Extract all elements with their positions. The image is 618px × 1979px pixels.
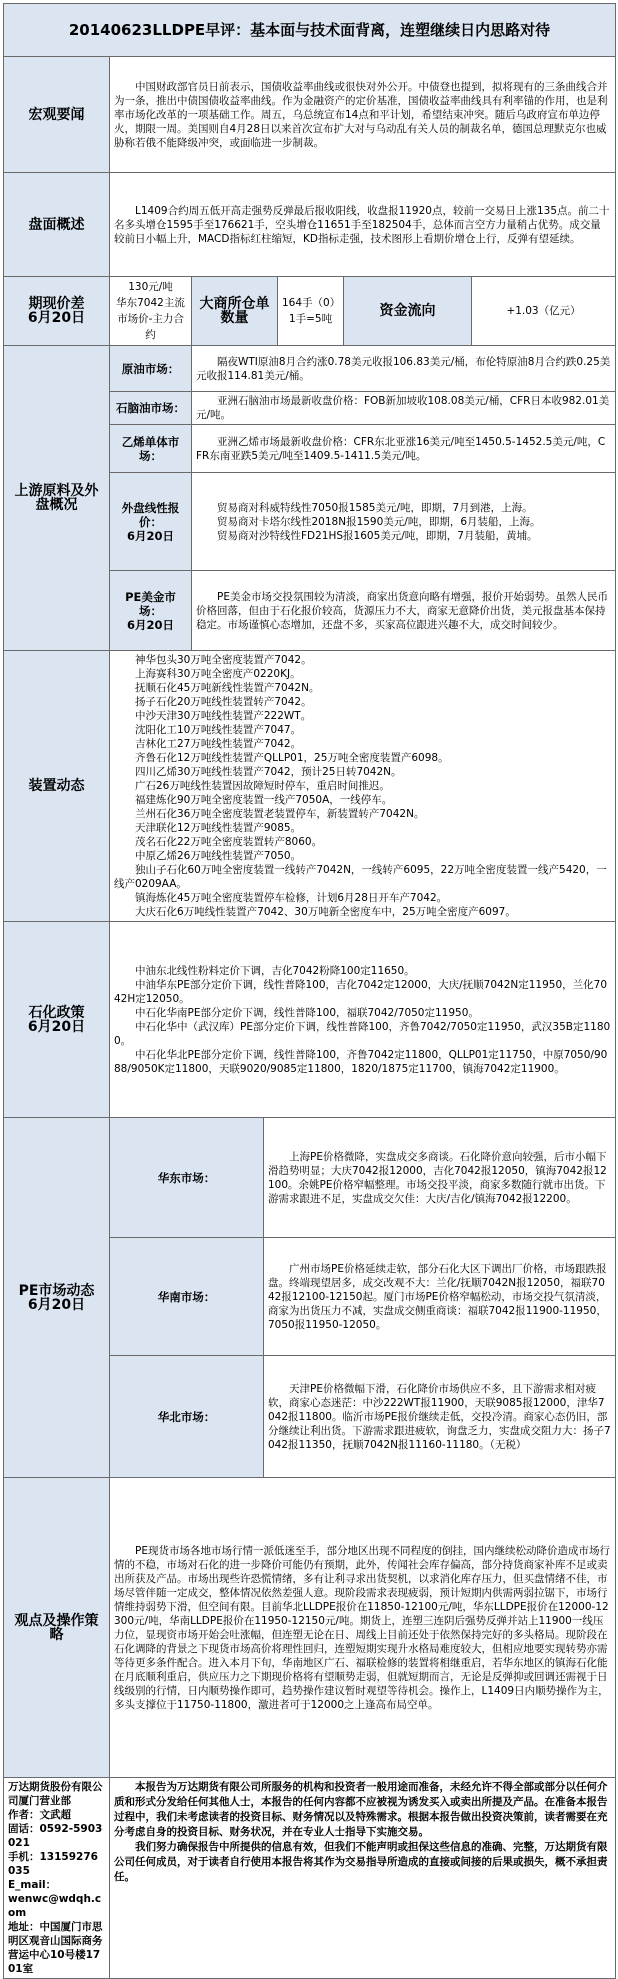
- north-market-label: 华北市场：: [110, 1356, 264, 1478]
- equipment-item: 上海赛科30万吨全密度产0220KJ。: [135, 668, 301, 680]
- lldpe-label: 外盘线性报价：: [121, 500, 180, 529]
- upstream-label: 上游原料及外盘概况: [4, 346, 110, 651]
- macro-label: 宏观要闻: [4, 57, 110, 173]
- equipment-item: 齐鲁石化12万吨线性装置产QLLP01，25万吨全密度装置产6098。: [135, 752, 449, 764]
- lldpe-quote: 贸易商对科威特线性7050报1585美元/吨，即期，7月到港，上海。: [217, 501, 533, 514]
- lldpe-label-cell: [110, 473, 192, 571]
- futures-label-cell: [4, 277, 110, 346]
- company-address: 地址：中国厦门市思明区观音山国际商务营运中心10号楼1701室: [8, 1921, 103, 1975]
- equipment-item: 兰州石化36万吨全密度装置老装置停车，新装置转产7042N。: [135, 808, 425, 820]
- equipment-item: 广石26万吨线性装置因故障短时停车，重启时间推迟。: [135, 780, 390, 792]
- disclaimer-p1: 本报告为万达期货有限公司所服务的机构和投资者一般用途而准备，未经允许不得全部或部分以任何介质和形式分发给任何其他人士，本报告的任何内容都不应被视为诱发买入或卖出所提及产品。在准备本报告过程中，我们未考虑读者的投资目标、财务情况以及特殊需求。根据本报告做出投资决策前，读者需要在充分考虑自身的投资目标、财务状况，并在专业人士指导下实施交易。: [114, 1781, 608, 1838]
- equipment-item: 镇海炼化45万吨全密度装置停车检修，计划6月28日开车产7042。: [135, 892, 448, 904]
- south-market-label: 华南市场：: [110, 1238, 264, 1356]
- lldpe-date: 6月20日: [126, 528, 174, 543]
- strategy-label: 观点及操作策略: [4, 1478, 110, 1778]
- pe-usd-label-cell: [110, 571, 192, 651]
- company-author: 作者：文武超: [8, 1809, 71, 1821]
- macro-text: 中国财政部官员日前表示，国债收益率曲线或很快对外公开。中债登也提到，拟将现有的三条曲线合并为一条，推出中债国债收益率曲线。作为金融资产的定价基准，国债收益率曲线具有利率锚的作用，也是利率市场化改革的一项基础工作。周五，乌总统宣布14点和平计划，希望结束冲突。随后乌政府宣布单边停火，期限一周。美国则自4月28日以来首次宣布扩大对与乌动乱有关人员的制裁名单，德国总理默克尔也威胁称若俄不能降级冲突，或面临进一步制裁。: [110, 57, 616, 173]
- pe-usd-label: PE美金市场：: [125, 589, 176, 618]
- pe-market-label-cell: [4, 1118, 110, 1478]
- equipment-item: 大庆石化6万吨线性装置产7042、30万吨新全密度车中，25万吨全密度产6097。: [135, 906, 516, 918]
- lldpe-quotes: [192, 473, 616, 571]
- futures-date: 6月20日: [27, 310, 86, 326]
- equipment-item: 天津联化12万吨线性装置产9085。: [135, 822, 302, 834]
- disclaimer: [110, 1778, 616, 1979]
- ethylene-text: 亚洲乙烯市场最新收盘价格：CFR东北亚涨16美元/吨至1450.5-1452.5美元/吨，CFR东南亚跌5美元/吨至1409.5-1411.5美元/吨。: [192, 425, 616, 473]
- policy-list: [110, 922, 616, 1118]
- equipment-list: [110, 651, 616, 922]
- policy-item: 中油东北线性粉料定价下调，吉化7042粉降100定11650。: [135, 964, 415, 977]
- lldpe-quote: 贸易商对沙特线性FD21HS报1605美元/吨，即期，7月装船，黄埔。: [217, 529, 538, 542]
- policy-label: 石化政策: [28, 1004, 85, 1021]
- company-email[interactable]: wenwc@wdqh.com: [8, 1893, 102, 1919]
- equipment-item: 福建炼化90万吨全密度装置一线产7050A，一线停车。: [135, 794, 393, 806]
- equipment-item: 扬子石化20万吨线性装置转产7042。: [135, 696, 312, 708]
- ethylene-label: 乙烯单体市场：: [110, 425, 192, 473]
- disclaimer-p2: 我们努力确保报告中所提供的信息有效，但我们不能声明或担保这些信息的准确、完整，万达期货有限公司任何成员，对于读者自行使用本报告将其作为交易指导所造成的直接或间接的后果或损失，概不承担责任。: [114, 1841, 608, 1883]
- company-mobile: 手机：13159276035: [8, 1851, 98, 1877]
- overview-text: L1409合约周五低开高走强势反弹最后报收阳线，收盘报11920点，较前一交易日上涨135点。前二十名多头增仓1595手至176621手，空头增仓11651手至182504手，总体而言空方力量稍占优势。成交量较前日小幅上升，MACD指标红柱缩短，KD指标走强，技术图形上看期价增仓上行，反弹有望延续。: [110, 173, 616, 277]
- east-market-label: 华东市场：: [110, 1118, 264, 1238]
- company-name: 万达期货股份有限公司厦门营业部: [8, 1781, 103, 1807]
- overview-label: 盘面概述: [4, 173, 110, 277]
- futures-label: 期现价差: [28, 296, 85, 312]
- warehouse-value: 164手（0）: [282, 297, 341, 309]
- lldpe-quote: 贸易商对卡塔尔线性2018N报1590美元/吨，即期，6月装船，上海。: [217, 515, 541, 528]
- policy-item: 中石化华中（武汉库）PE部分定价下调，线性普降100，齐鲁7042/7050定11950，武汉35B定11800。: [114, 1020, 611, 1047]
- policy-date: 6月20日: [27, 1018, 86, 1035]
- pe-market-label: PE市场动态: [18, 1282, 95, 1299]
- spread-cell: [110, 277, 192, 346]
- company-phone: 固话：0592-5903021: [8, 1823, 103, 1849]
- spread-value: 130元/吨: [128, 281, 173, 293]
- pe-market-date: 6月20日: [27, 1296, 86, 1313]
- policy-item: 中石化华南PE部分定价下调，线性普降100，福联7042/7050定11950。: [135, 1006, 479, 1019]
- east-market-text: 上海PE价格微降，实盘成交多商谈。石化降价意向较强，后市小幅下滑趋势明显；大庆7042报12000，吉化7042报12050，镇海7042报12100。余姚PE价格窄幅整理。市场交投平淡，商家多数随行就市出货。下游需求跟进不足，实盘成交欠佳：大庆/吉化/镇海7042报12200。: [264, 1118, 616, 1238]
- equipment-item: 中沙天津30万吨线性装置产222WT。: [135, 710, 312, 722]
- company-email-label: E_mail：: [8, 1879, 57, 1891]
- pe-usd-text: PE美金市场交投氛围较为清淡，商家出货意向略有增强，报价开始弱势。虽然人民币价格回落，但由于石化报价较高，货源压力不大，商家无意降价出货，美元报盘基本保持稳定。市场谨慎心态增加，还盘不多，买家高位跟进兴趣不大，成交时间较少。: [192, 571, 616, 651]
- equipment-item: 吉林化工27万吨线性装置产7042。: [135, 738, 302, 750]
- report-title: 20140623LLDPE早评：基本面与技术面背离，连塑继续日内思路对待: [4, 4, 616, 57]
- capital-value: +1.03（亿元）: [472, 277, 616, 346]
- equipment-item: 四川乙烯30万吨线性装置产7042，预计25日转7042N。: [135, 766, 402, 778]
- equipment-item: 茂名石化22万吨全密度装置转产8060。: [135, 836, 323, 848]
- policy-item: 中石化华北PE部分定价下调，线性普降100，齐鲁7042定11800，QLLP01定11750，中原7050/9088/9050K定11800，天联9020/9085定11800，1820/1875定11700，镇海7042定11900。: [114, 1048, 608, 1075]
- company-info: [4, 1778, 110, 1979]
- equipment-item: 神华包头30万吨全密度装置产7042。: [135, 654, 312, 666]
- policy-item: 中油华东PE部分定价下调，线性普降100，吉化7042定12000，大庆/抚顺7042N定11950，兰化7042H定12050。: [114, 978, 608, 1005]
- equipment-item: 抚顺石化45万吨新线性装置产7042N。: [135, 682, 320, 694]
- naphtha-label: 石脑油市场：: [110, 392, 192, 425]
- naphtha-text: 亚洲石脑油市场最新收盘价格：FOB新加坡收108.08美元/桶，CFR日本收982.01美元/吨。: [192, 392, 616, 425]
- policy-label-cell: [4, 922, 110, 1118]
- pe-usd-date: 6月20日: [126, 617, 174, 632]
- equipment-item: 独山子石化60万吨全密度装置一线转产7042N，一线转产6095，22万吨全密度装置一线产5420，一线产0209AA。: [114, 864, 607, 890]
- north-market-text: 天津PE价格微幅下滑，石化降价市场供应不多，且下游需求相对疲软，商家心态迷茫：中沙222WT报11900，天联9085报12000，津华7042报11800。临沂市场PE报价继续走低，交投冷清。商家心态仍旧，部分继续让利出货。下游需求跟进疲软，询盘乏力，实盘成交阻力大：扬子7042报11350，抚顺7042N报11160-11180。（无税）: [264, 1356, 616, 1478]
- strategy-text: PE现货市场各地市场行情一派低迷至手，部分地区出现不同程度的倒挂，国内继续松动降价造成市场行情的不稳，市场对石化的进一步降价可能仍有预期，此外，传闻社会库存偏高，部分持货商家补库不足或卖出所获及产品。市场出现些许恐慌情绪，多有让利寻求出货契机，以求消化库存压力，但买盘情绪不佳，市场尽管伴随一定成交，整体情况依然差强人意。现阶段需求表现疲弱，预计短期内供需两弱拉锯下，市场行情维持弱势下滑，但空间有限。目前华北LLDPE报价在11850-12100元/吨，华东LLDPE报价在12000-12300元/吨，华南LLDPE报价在11950-12150元/吨。期货上，连塑三连阴后强势反弹并站上11900一线压力位，显现资市场开始会吐涨幅，但连塑无论在日、周线上目前还处于依然保持完好的多头格局。现阶段在石化调降的背景之下现货市场高价将理性回归，连塑短期实现升水格局难度较大，但相应地要实现转势亦需等待更多条件配合。进入本月下旬，华南地区广石、福联检修的装置将相继重启，若华东地区的镇海石化能在月底顺利重启，供应压力之下期现价格将有望顺势走弱，但就短期而言，无论是反弹抑或回调还需视于日线级别的行情，日内顺势操作即可，趋势操作建议暂时观望等待机会。操作上，L1409日内顺势操作为主，多头支撑位于11750-11800，激进者可于12000之上逢高布局空单。: [110, 1478, 616, 1778]
- equipment-item: 中原乙烯26万吨线性装置产7050。: [135, 850, 302, 862]
- warehouse-label: 大商所仓单数量: [192, 277, 278, 346]
- crude-text: 隔夜WTI原油8月合约涨0.78美元收报106.83美元/桶，布伦特原油8月合约跌0.25美元收报114.81美元/桶。: [192, 346, 616, 392]
- capital-label: 资金流向: [344, 277, 472, 346]
- south-market-text: 广州市场PE价格延续走软，部分石化大区下调出厂价格，市场跟跌报盘。终端现望居多，成交改观不大：兰化/抚顺7042N报12050，福联7042报12100-12150起。厦门市场PE价格窄幅松动，市场交投气氛清淡，商家为出货压力不减，实盘成交侧重商谈：福联7042报11900-11950，7050报11950-12050。: [264, 1238, 616, 1356]
- spread-desc: 华东7042主流市场价-主力合约: [116, 297, 185, 341]
- equipment-item: 沈阳化工10万吨线性装置产7047。: [135, 724, 302, 736]
- warehouse-cell: [278, 277, 344, 346]
- report-table: [3, 3, 616, 1979]
- crude-label: 原油市场：: [110, 346, 192, 392]
- warehouse-unit: 1手=5吨: [288, 313, 333, 325]
- equipment-label: 装置动态: [4, 651, 110, 922]
